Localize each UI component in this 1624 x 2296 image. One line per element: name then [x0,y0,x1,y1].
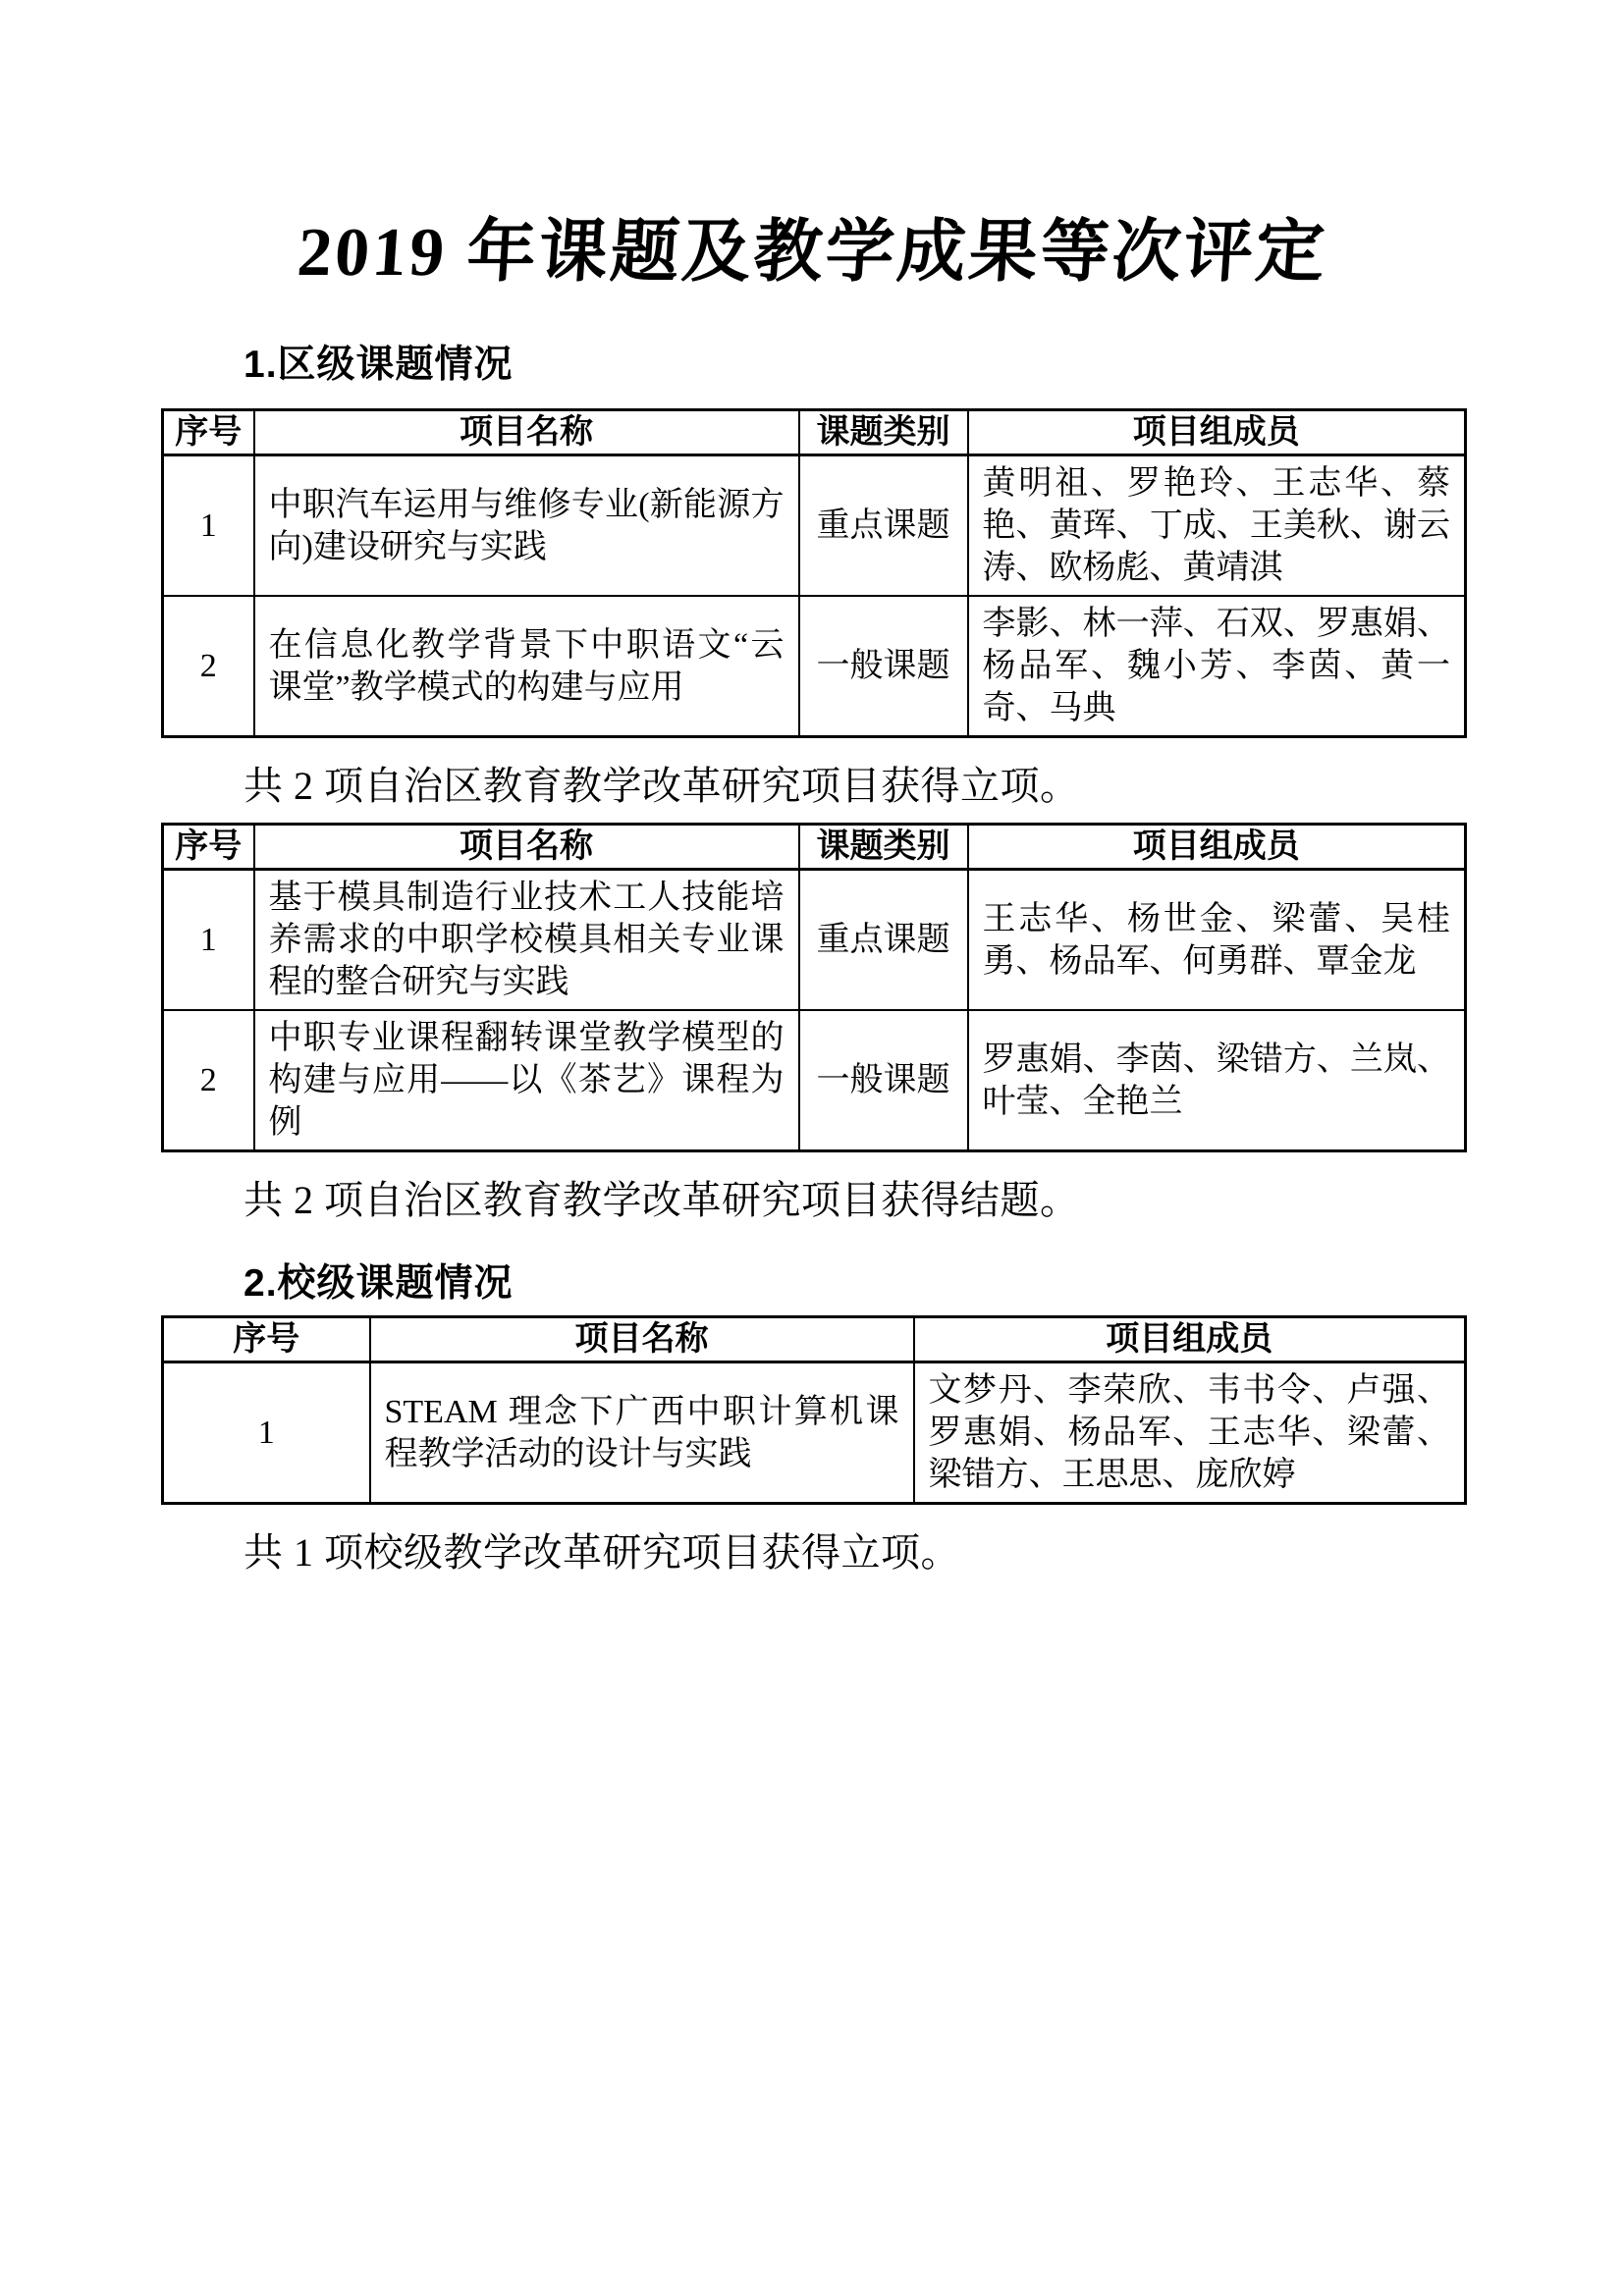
row-no: 1 [163,455,254,597]
project-category: 一般课题 [799,596,968,737]
district-projects-concluded-table [161,823,1467,1152]
project-name: 中职汽车运用与维修专业(新能源方向)建设研究与实践 [254,455,799,597]
col-header-project-name: 项目名称 [254,825,799,870]
project-members: 王志华、杨世金、梁蕾、吴桂勇、杨品军、何勇群、覃金龙 [968,870,1466,1011]
school-projects-table [161,1315,1467,1505]
project-name: STEAM 理念下广西中职计算机课程教学活动的设计与实践 [370,1362,914,1504]
note-district-approved: 共 2 项自治区教育教学改革研究项目获得立项。 [244,764,1080,808]
col-header-category: 课题类别 [799,410,968,455]
project-members: 文梦丹、李荣欣、韦书令、卢强、罗惠娟、杨品军、王志华、梁蕾、梁错方、王思思、庞欣婷 [914,1362,1466,1504]
section-1-heading: 1.区级课题情况 [244,344,514,386]
table-header-row [163,410,1466,455]
table-row [163,1362,1466,1504]
col-header-no: 序号 [163,1317,370,1362]
table-row [163,1010,1466,1151]
row-no: 2 [163,596,254,737]
col-header-project-name: 项目名称 [254,410,799,455]
row-no: 1 [163,1362,370,1504]
project-category: 重点课题 [799,870,968,1011]
project-name: 基于模具制造行业技术工人技能培养需求的中职学校模具相关专业课程的整合研究与实践 [254,870,799,1011]
doc-title: 2019 年课题及教学成果等次评定 [295,215,1330,291]
table-row [163,870,1466,1011]
project-category: 重点课题 [799,455,968,597]
note-school-approved: 共 1 项校级教学改革研究项目获得立项。 [244,1530,960,1575]
col-header-members: 项目组成员 [914,1317,1466,1362]
district-projects-approved-table [161,408,1467,738]
col-header-category: 课题类别 [799,825,968,870]
table-header-row [163,1317,1466,1362]
project-members: 李影、林一萍、石双、罗惠娟、杨品军、魏小芳、李茵、黄一奇、马典 [968,596,1466,737]
col-header-project-name: 项目名称 [370,1317,914,1362]
table-row [163,455,1466,597]
project-members: 罗惠娟、李茵、梁错方、兰岚、叶莹、全艳兰 [968,1010,1466,1151]
col-header-members: 项目组成员 [968,825,1466,870]
project-name: 在信息化教学背景下中职语文“云课堂”教学模式的构建与应用 [254,596,799,737]
section-2-heading: 2.校级课题情况 [244,1262,514,1305]
row-no: 2 [163,1010,254,1151]
table-row [163,596,1466,737]
row-no: 1 [163,870,254,1011]
project-members: 黄明祖、罗艳玲、王志华、蔡艳、黄珲、丁成、王美秋、谢云涛、欧杨彪、黄靖淇 [968,455,1466,597]
col-header-no: 序号 [163,825,254,870]
note-district-concluded: 共 2 项自治区教育教学改革研究项目获得结题。 [244,1178,1080,1222]
project-name: 中职专业课程翻转课堂教学模型的构建与应用——以《茶艺》课程为例 [254,1010,799,1151]
col-header-no: 序号 [163,410,254,455]
col-header-members: 项目组成员 [968,410,1466,455]
project-category: 一般课题 [799,1010,968,1151]
table-header-row [163,825,1466,870]
